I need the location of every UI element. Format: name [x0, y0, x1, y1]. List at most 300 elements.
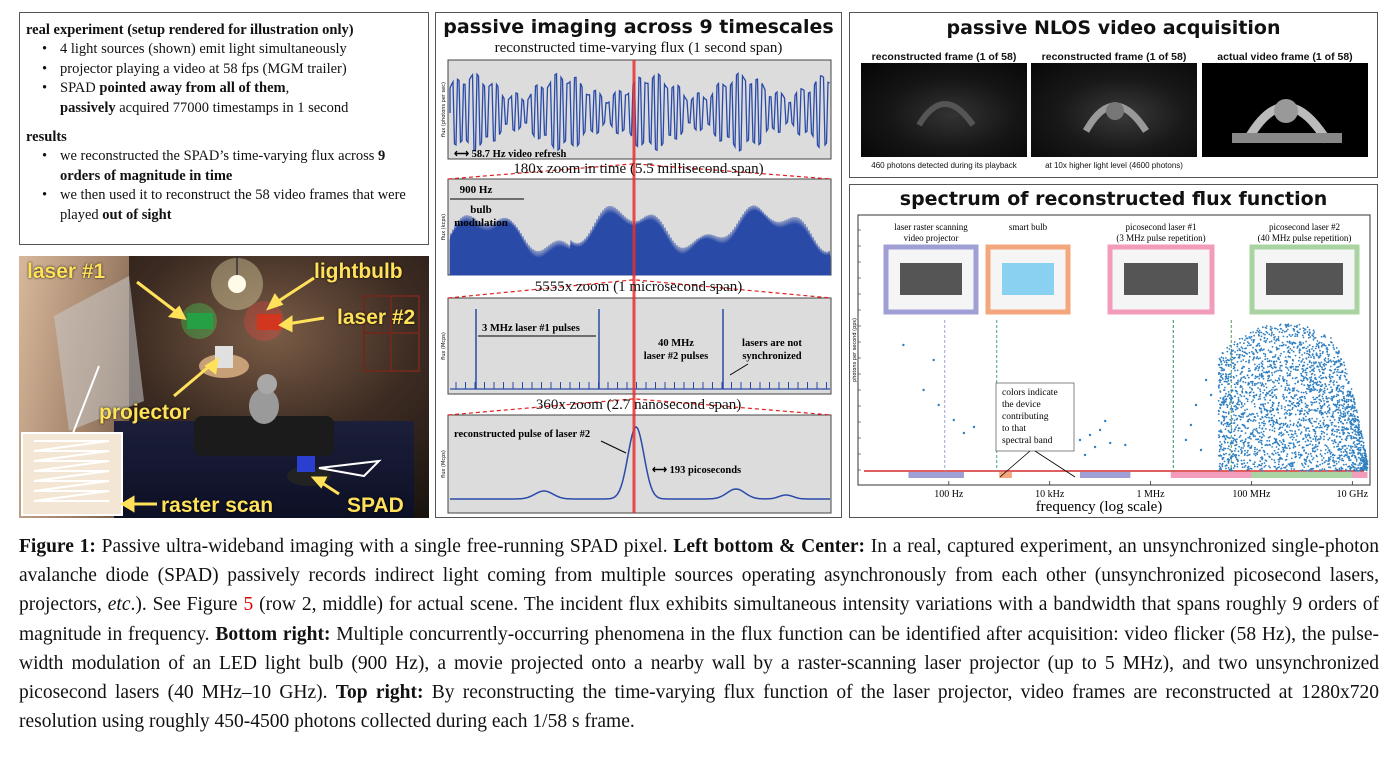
spectrum-point [1225, 376, 1227, 378]
spectrum-point [1312, 354, 1314, 356]
spectrum-point [1271, 414, 1273, 416]
spectrum-point [1259, 440, 1261, 442]
spectrum-point [1289, 405, 1291, 407]
spectrum-point [1224, 441, 1226, 443]
spectrum-point [1261, 463, 1263, 465]
spectrum-point [1346, 407, 1348, 409]
spectrum-point [1242, 381, 1244, 383]
spectrum-point [1306, 350, 1308, 352]
spectrum-point [1330, 361, 1332, 363]
spectrum-point [1332, 411, 1334, 413]
spectrum-point [1289, 430, 1291, 432]
spectrum-point [1241, 460, 1243, 462]
spectrum-point [1245, 335, 1247, 337]
spectrum-point [1319, 371, 1321, 373]
spectrum-point [1224, 461, 1226, 463]
spectrum-point [1232, 408, 1234, 410]
spectrum-point [902, 344, 904, 346]
spectrum-point [1259, 396, 1261, 398]
spectrum-point [1250, 336, 1252, 338]
spectrum-point [1257, 415, 1259, 417]
spectrum-point [1228, 454, 1230, 456]
spectrum-point [1352, 446, 1354, 448]
spectrum-point [1302, 347, 1304, 349]
spectrum-point [1346, 373, 1348, 375]
spectrum-point [1309, 469, 1311, 471]
spectrum-point [1364, 469, 1366, 471]
spectrum-point [1238, 404, 1240, 406]
spectrum-point [1293, 468, 1295, 470]
spectrum-point [1308, 350, 1310, 352]
spectrum-point [1362, 446, 1364, 448]
spectrum-point [1270, 364, 1272, 366]
spectrum-title: spectrum of reconstructed flux function [899, 188, 1328, 210]
spectrum-point [1343, 405, 1345, 407]
spectrum-point [1226, 351, 1228, 353]
spectrum-point [1239, 436, 1241, 438]
spectrum-point [1299, 403, 1301, 405]
spectrum-point [1285, 387, 1287, 389]
device-4-sublabel: (40 MHz pulse repetition) [1257, 233, 1352, 243]
scene-label-raster: raster scan [161, 494, 274, 517]
spectrum-point [1337, 445, 1339, 447]
subplot-1-annotation: ⟷ 58.7 Hz video refresh [454, 149, 567, 160]
spectrum-point [1343, 429, 1345, 431]
spectrum-point [1307, 346, 1309, 348]
spectrum-point [1300, 399, 1302, 401]
spectrum-point [1290, 335, 1292, 337]
spectrum-point [1239, 354, 1241, 356]
spectrum-point [1293, 389, 1295, 391]
spectrum-point [1346, 452, 1348, 454]
spectrum-point [1267, 453, 1269, 455]
spectrum-panel [849, 184, 1378, 518]
spectrum-point [1272, 430, 1274, 432]
spectrum-point [1256, 449, 1258, 451]
spectrum-point [1227, 442, 1229, 444]
spectrum-point [1225, 365, 1227, 367]
spectrum-point [1295, 439, 1297, 441]
spectrum-point [1340, 469, 1342, 471]
timescale-title: passive imaging across 9 timescales [443, 16, 834, 38]
spectrum-point [1291, 468, 1293, 470]
spectrum-point [1258, 334, 1260, 336]
spectrum-point [1282, 376, 1284, 378]
spectrum-point [1279, 417, 1281, 419]
figure-caption: Figure 1: Passive ultra-wideband imaging with a single free-running SPAD pixel. Left bottom & Center: In a real, captured experiment, an unsynchronized single-photon avalanche diode (SPAD) passively records indirect light coming from multiple sources operating asynchronously from each other (unsynchronized picosecond lasers, projectors, etc.). See Figure 5 (row 2, middle) for actual scene. The incident flux exhibits simultaneous intensity variations with a bandwidth that spans roughly 9 orders of magnitude in frequency. Bottom right: Multiple concurrently-occurring phenomena in the flux function can be identified after acquisition: video flicker (58 Hz), the pulse-width modulation of an LED light bulb (900 Hz), a movie projected onto a nearby wall by a raster-scanning laser projector (up to 5 MHz), and two unsynchronized picosecond lasers (40 MHz–10 GHz). Top right: By reconstructing the time-varying flux function of the laser projector, video frames are reconstructed at 1280x720 resolution using roughly 450-4500 photons collected during each 1/58 s frame. [19, 536, 1380, 733]
spectrum-point [1358, 447, 1360, 449]
spectrum-point [1267, 378, 1269, 380]
spectrum-point [1242, 350, 1244, 352]
spectrum-point [1270, 424, 1272, 426]
spectrum-point [1248, 419, 1250, 421]
spectrum-point [1248, 383, 1250, 385]
spectrum-point [1300, 433, 1302, 435]
spectral-band-2 [999, 472, 1012, 478]
spectrum-point [1344, 398, 1346, 400]
spectrum-point [1234, 370, 1236, 372]
spectrum-point [1283, 351, 1285, 353]
spectrum-point [1346, 399, 1348, 401]
spectrum-point [1276, 446, 1278, 448]
spectrum-point [1268, 465, 1270, 467]
spectrum-point [1354, 467, 1356, 469]
caption-top-right: Top right: [335, 682, 424, 704]
spectrum-point [1218, 387, 1220, 389]
spectrum-point [1325, 357, 1327, 359]
spectrum-point [1239, 356, 1241, 358]
spectrum-point [1226, 435, 1228, 437]
spectrum-point [1258, 364, 1260, 366]
spectrum-point [1287, 329, 1289, 331]
spectrum-point [1259, 427, 1261, 429]
spectrum-point [1296, 330, 1298, 332]
spectrum-point [1339, 456, 1341, 458]
spectrum-point [1295, 453, 1297, 455]
spectrum-point [1301, 431, 1303, 433]
spectrum-point [1242, 467, 1244, 469]
spectrum-point [1231, 390, 1233, 392]
spectrum-point [1331, 376, 1333, 378]
spectrum-point [1328, 425, 1330, 427]
spectrum-point [1264, 416, 1266, 418]
spectrum-point [1237, 380, 1239, 382]
spectrum-point [1293, 462, 1295, 464]
spectrum-point [1247, 345, 1249, 347]
spectrum-point [1351, 452, 1353, 454]
frame-2-label: reconstructed frame (1 of 58) [1041, 51, 1187, 63]
spectrum-point [1271, 417, 1273, 419]
spectrum-point [1264, 389, 1266, 391]
spectrum-point [1218, 372, 1220, 374]
x-tick-label: 100 MHz [1232, 489, 1271, 500]
spectrum-point [1324, 383, 1326, 385]
spectrum-point [1313, 350, 1315, 352]
spectrum-point [1303, 418, 1305, 420]
spectrum-point [1232, 440, 1234, 442]
experiment-header: real experiment (setup rendered for illustration only) [26, 22, 354, 38]
spectrum-point [1333, 384, 1335, 386]
spectrum-point [1324, 360, 1326, 362]
spectrum-point [1232, 453, 1234, 455]
spectrum-point [1185, 439, 1187, 441]
spectrum-point [1332, 413, 1334, 415]
subplot-2-ylabel: flux (kcps) [441, 213, 447, 241]
spectrum-point [1236, 344, 1238, 346]
spectrum-point [1259, 408, 1261, 410]
spectrum-point [1297, 441, 1299, 443]
spectrum-point [1347, 404, 1349, 406]
spectrum-point [1288, 356, 1290, 358]
spectrum-point [1219, 455, 1221, 457]
spectrum-point [1289, 348, 1291, 350]
spectrum-point [1333, 404, 1335, 406]
spectrum-point [1348, 401, 1350, 403]
spectrum-point [1340, 448, 1342, 450]
spectrum-point [1294, 335, 1296, 337]
spectrum-point [1345, 368, 1347, 370]
spectrum-point [1224, 361, 1226, 363]
spectrum-point [1324, 368, 1326, 370]
spectrum-point [1316, 410, 1318, 412]
spectrum-point [1337, 429, 1339, 431]
spectrum-point [1288, 325, 1290, 327]
spectrum-point [1234, 364, 1236, 366]
spectrum-point [1305, 341, 1307, 343]
spectrum-point [1219, 364, 1221, 366]
spectrum-point [1275, 328, 1277, 330]
spectrum-point [1330, 341, 1332, 343]
spectrum-point [1205, 379, 1207, 381]
spectrum-point [1242, 463, 1244, 465]
spectrum-point [1319, 469, 1321, 471]
spectrum-point [1363, 442, 1365, 444]
spectrum-point [1322, 398, 1324, 400]
spectrum-point [1359, 464, 1361, 466]
spectrum-point [1244, 466, 1246, 468]
spectrum-point [1253, 392, 1255, 394]
spectrum-point [1258, 331, 1260, 333]
spectrum-point [1259, 357, 1261, 359]
spectrum-point [1261, 443, 1263, 445]
spectrum-point [1332, 454, 1334, 456]
spectrum-point [1294, 405, 1296, 407]
spectrum-point [1284, 389, 1286, 391]
spectrum-point [1251, 388, 1253, 390]
caption-bottom-right: Bottom right: [215, 623, 331, 645]
spectrum-point [1235, 448, 1237, 450]
spectrum-point [1321, 406, 1323, 408]
spectrum-point [1261, 416, 1263, 418]
spectrum-point [1318, 376, 1320, 378]
spectrum-point [1220, 361, 1222, 363]
spectrum-point [1310, 437, 1312, 439]
spectrum-point [1309, 366, 1311, 368]
spectrum-point [1359, 452, 1361, 454]
spectrum-point [1245, 382, 1247, 384]
spectrum-point [1255, 395, 1257, 397]
spectrum-point [1313, 421, 1315, 423]
spectrum-point [1286, 336, 1288, 338]
spectrum-point [1351, 435, 1353, 437]
spectrum-point [1321, 336, 1323, 338]
spectrum-point [1334, 431, 1336, 433]
spectrum-point [1311, 348, 1313, 350]
spectrum-point [1221, 384, 1223, 386]
spectrum-point [1232, 451, 1234, 453]
spectrum-point [1267, 361, 1269, 363]
spectrum-point [1343, 362, 1345, 364]
spectrum-point [1321, 396, 1323, 398]
spectrum-point [1266, 417, 1268, 419]
spectrum-point [1266, 440, 1268, 442]
spectrum-point [1273, 339, 1275, 341]
spectrum-point [1313, 390, 1315, 392]
spectrum-point [1237, 459, 1239, 461]
spectrum-point [1357, 416, 1359, 418]
spectrum-point [1234, 450, 1236, 452]
spectrum-point [1273, 459, 1275, 461]
subplot-3-title: 5555x zoom (1 microsecond span) [534, 279, 743, 295]
spectrum-point [1338, 422, 1340, 424]
figure-5-ref[interactable]: 5 [243, 594, 254, 616]
spectrum-point [1253, 453, 1255, 455]
spectrum-point [1241, 430, 1243, 432]
spectrum-point [1257, 466, 1259, 468]
spectrum-point [1328, 356, 1330, 358]
color-note-line: spectral band [1002, 436, 1053, 446]
spectrum-point [1331, 424, 1333, 426]
spectrum-point [1254, 383, 1256, 385]
spectrum-point [1333, 347, 1335, 349]
spectrum-point [1358, 421, 1360, 423]
spectrum-point [1286, 372, 1288, 374]
spectrum-point [1219, 404, 1221, 406]
spectrum-point [1230, 408, 1232, 410]
spectrum-point [1289, 373, 1291, 375]
spectrum-point [1344, 428, 1346, 430]
spectrum-point [1269, 399, 1271, 401]
spectrum-point [1264, 408, 1266, 410]
spectrum-point [1303, 332, 1305, 334]
spectrum-point [1200, 449, 1202, 451]
spectrum-point [1278, 405, 1280, 407]
spectrum-point [1285, 326, 1287, 328]
spectrum-point [1299, 364, 1301, 366]
spectrum-point [1219, 451, 1221, 453]
spectrum-point [1286, 330, 1288, 332]
spectrum-point [1296, 424, 1298, 426]
spectrum-point [1337, 387, 1339, 389]
spectrum-point [1288, 346, 1290, 348]
spectrum-point [1227, 424, 1229, 426]
spectrum-point [1254, 435, 1256, 437]
spectrum-point [1289, 400, 1291, 402]
spectrum-point [1355, 469, 1357, 471]
spectrum-point [1254, 466, 1256, 468]
spectrum-point [1297, 405, 1299, 407]
spectrum-point [1323, 457, 1325, 459]
spectrum-point [1228, 394, 1230, 396]
spectrum-point [1295, 366, 1297, 368]
spectrum-point [1327, 411, 1329, 413]
spectrum-point [1231, 428, 1233, 430]
spectrum-point [1312, 373, 1314, 375]
spectrum-point [1235, 415, 1237, 417]
spectrum-point [1243, 355, 1245, 357]
spectrum-point [1309, 461, 1311, 463]
spectrum-point [1309, 418, 1311, 420]
spectrum-point [1307, 444, 1309, 446]
spectrum-point [1332, 422, 1334, 424]
spectrum-point [1303, 384, 1305, 386]
spectrum-point [1220, 376, 1222, 378]
spectral-band-5 [1251, 472, 1352, 478]
spectrum-point [1305, 329, 1307, 331]
spectrum-point [1330, 456, 1332, 458]
spectrum-point [1252, 359, 1254, 361]
spectrum-point [1238, 446, 1240, 448]
spectrum-point [1246, 416, 1248, 418]
nlos-title: passive NLOS video acquisition [946, 17, 1281, 39]
spectrum-point [1310, 453, 1312, 455]
spectrum-point [1353, 463, 1355, 465]
spectrum-point [1256, 330, 1258, 332]
spectrum-point [1276, 409, 1278, 411]
spectrum-point [1319, 410, 1321, 412]
spectrum-point [1219, 380, 1221, 382]
frame-3-image [1202, 63, 1368, 157]
spectrum-point [1247, 442, 1249, 444]
spectrum-point [1253, 335, 1255, 337]
spectrum-point [1222, 353, 1224, 355]
spectrum-point [1338, 407, 1340, 409]
spectrum-point [1264, 397, 1266, 399]
spectrum-point [1225, 373, 1227, 375]
spectrum-point [1250, 420, 1252, 422]
spectrum-point [1312, 459, 1314, 461]
spectrum-point [1312, 365, 1314, 367]
spectrum-point [1298, 332, 1300, 334]
device-4-icon [1266, 263, 1343, 295]
spectrum-point [1243, 376, 1245, 378]
spectrum-point [1296, 394, 1298, 396]
spectrum-point [1328, 344, 1330, 346]
color-note-line: colors indicate [1002, 388, 1058, 398]
spectrum-point [1313, 363, 1315, 365]
spectrum-point [953, 419, 955, 421]
spectrum-point [1316, 383, 1318, 385]
spectrum-point [1275, 367, 1277, 369]
spectrum-point [1237, 393, 1239, 395]
spectrum-point [1223, 369, 1225, 371]
spectrum-point [1361, 436, 1363, 438]
spectrum-point [1284, 409, 1286, 411]
spectrum-point [1239, 349, 1241, 351]
spectrum-point [1334, 465, 1336, 467]
spectrum-point [1277, 452, 1279, 454]
spectrum-point [1282, 345, 1284, 347]
spectrum-point [1266, 327, 1268, 329]
spectrum-point [1218, 413, 1220, 415]
spectrum-point [1265, 353, 1267, 355]
spectrum-point [1296, 390, 1298, 392]
spectrum-point [1261, 404, 1263, 406]
spectrum-point [1337, 353, 1339, 355]
spectrum-point [1237, 361, 1239, 363]
spectrum-point [1262, 470, 1264, 472]
spectrum-point [1285, 412, 1287, 414]
spectrum-point [1229, 348, 1231, 350]
spectrum-point [1256, 430, 1258, 432]
spectrum-point [1309, 371, 1311, 373]
spectrum-point [1319, 464, 1321, 466]
spectrum-point [1301, 344, 1303, 346]
spectrum-point [1254, 364, 1256, 366]
spectrum-point [1320, 450, 1322, 452]
spectrum-point [1336, 431, 1338, 433]
spectrum-point [1226, 347, 1228, 349]
spectrum-point [1324, 387, 1326, 389]
spectrum-point [1220, 397, 1222, 399]
spectrum-point [1339, 409, 1341, 411]
spectrum-point [1288, 405, 1290, 407]
spectrum-point [1299, 352, 1301, 354]
spectrum-point [1328, 361, 1330, 363]
spectrum-point [1321, 433, 1323, 435]
spectrum-point [1317, 445, 1319, 447]
spectrum-point [922, 389, 924, 391]
